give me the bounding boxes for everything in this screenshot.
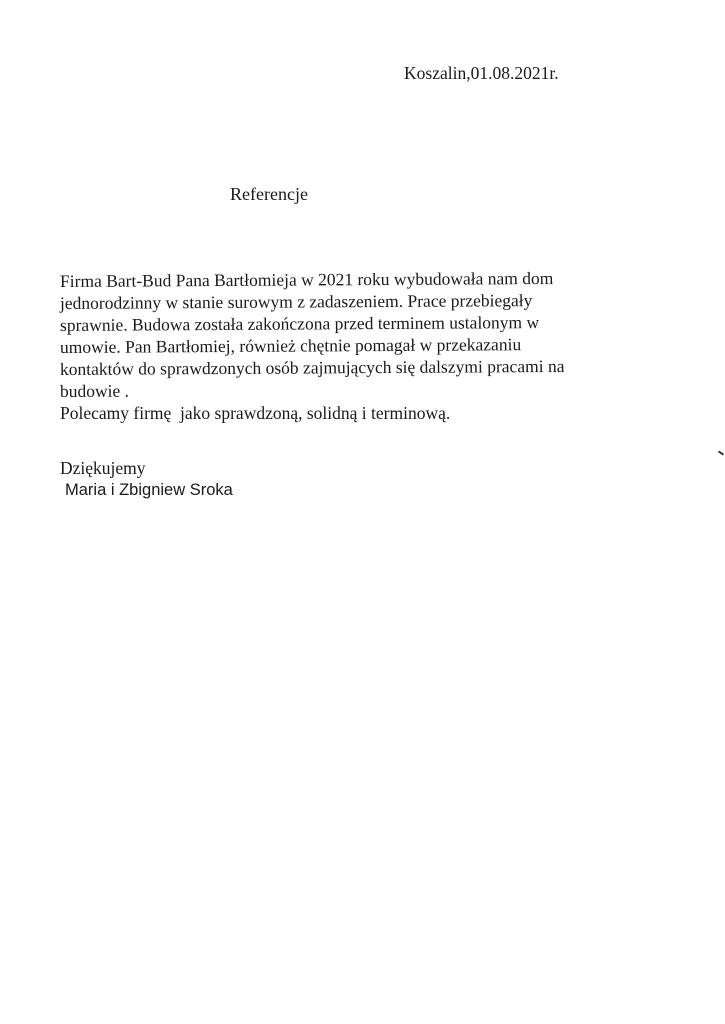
body-line: kontaktów do sprawdzonych osób zajmujących się dalszymi pracami na xyxy=(59,355,565,379)
body-line: Firma Bart-Bud Pana Bartłomieja w 2021 roku wybudowała nam dom xyxy=(59,267,554,291)
letter-body xyxy=(59,267,660,424)
body-line: sprawnie. Budowa została zakończona przed terminem ustalonym w xyxy=(59,312,540,335)
place-and-date: Koszalin,01.08.2021r. xyxy=(404,63,559,83)
closing-phrase: Dziękujemy xyxy=(60,458,146,478)
body-line: budowie . xyxy=(59,380,130,401)
body-line: jednorodzinny w stanie surowym z zadaszeniem. Prace przebiegały xyxy=(59,290,533,313)
scan-artifact xyxy=(718,450,724,455)
signature: Maria i Zbigniew Sroka xyxy=(65,481,233,499)
body-line: Polecamy firmę jako sprawdzoną, solidną i terminową. xyxy=(60,403,451,423)
closing-block xyxy=(60,457,233,501)
body-line: umowie. Pan Bartłomiej, również chętnie pomagał w przekazaniu xyxy=(59,334,522,357)
letter-title: Referencje xyxy=(230,184,308,204)
